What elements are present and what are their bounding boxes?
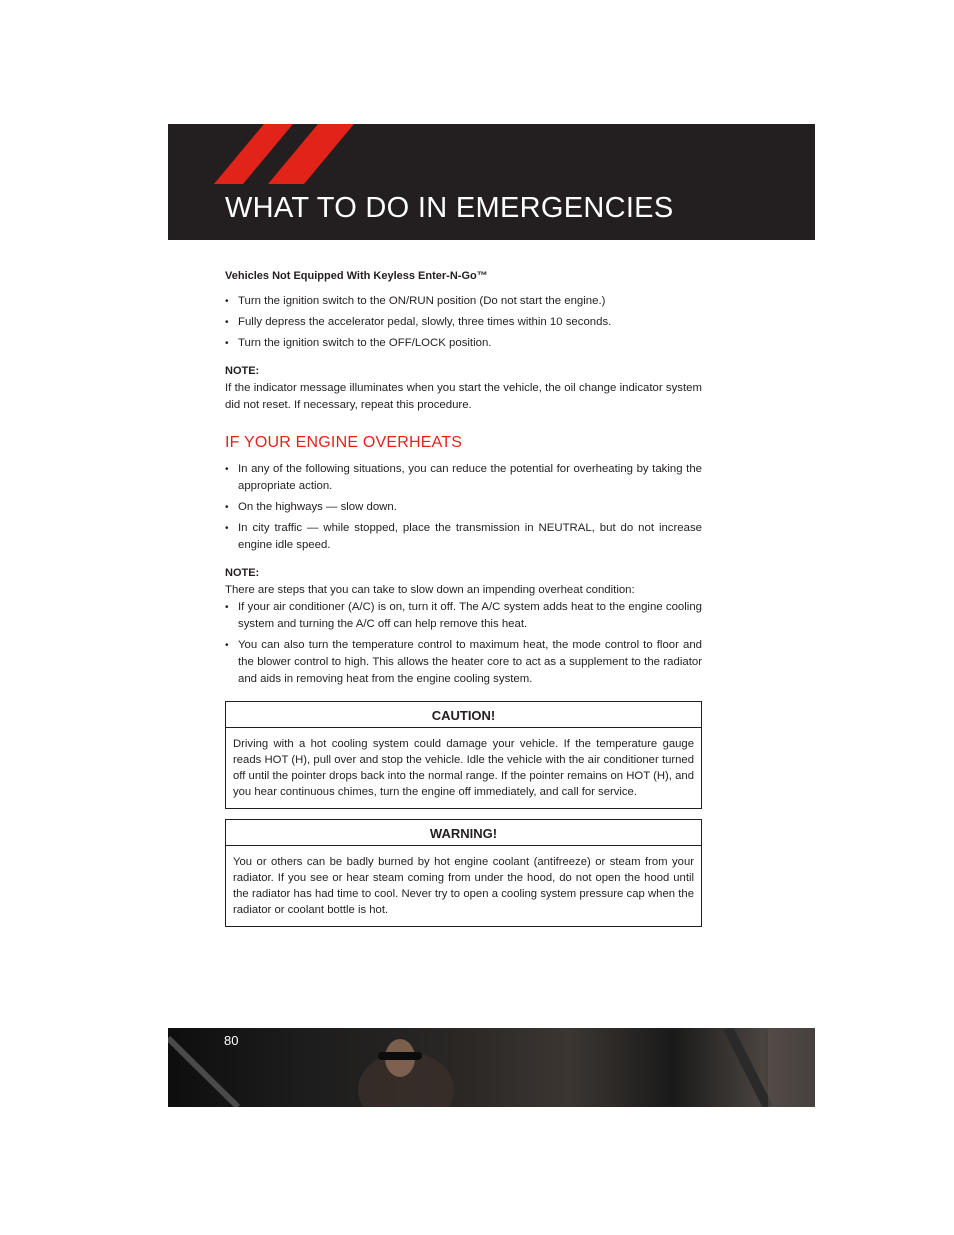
warning-box (225, 819, 702, 927)
note-text: There are steps that you can take to slow down an impending overheat condition: (225, 584, 635, 596)
page-number: 80 (224, 1033, 239, 1048)
caution-title: CAUTION! (226, 702, 701, 728)
page-header (168, 124, 815, 240)
list-item: • Turn the ignition switch to the OFF/LOCK position. (225, 335, 702, 352)
list-item: • Fully depress the accelerator pedal, slowly, three times within 10 seconds. (225, 314, 702, 331)
note-label: NOTE: (225, 365, 260, 377)
list-item: • On the highways — slow down. (225, 499, 702, 516)
section-heading-overheats: IF YOUR ENGINE OVERHEATS (225, 434, 463, 451)
footer-photo-banner (168, 1028, 815, 1107)
note-text: If the indicator message illuminates when you start the vehicle, the oil change indicator system did not reset. If necessary, repeat this procedure. (225, 382, 702, 411)
main-content (225, 268, 702, 927)
overheat-steps-list (225, 599, 702, 688)
warning-title: WARNING! (226, 820, 701, 846)
warning-text: You or others can be badly burned by hot engine coolant (antifreeze) or steam from your radiator. If you see or hear steam coming from under the hood, do not open the hood until the radiator has had time to cool. Never try to open a cooling system pressure cap when the radiator or coolant bottle is hot. (233, 856, 694, 916)
list-item: • Turn the ignition switch to the ON/RUN position (Do not start the engine.) (225, 293, 702, 310)
caution-box (225, 701, 702, 809)
note-label: NOTE: (225, 567, 260, 579)
brand-stripes-icon (208, 124, 358, 186)
keyless-steps-list (225, 293, 702, 352)
caution-text: Driving with a hot cooling system could damage your vehicle. If the temperature gauge reads HOT (H), pull over and stop the vehicle. Idle the vehicle with the air conditioner turned off until the pointer drops back into the normal range. If the pointer remains on HOT (H), and you hear continuous chimes, turn the engine off immediately, and call for service. (233, 738, 694, 798)
page-title: WHAT TO DO IN EMERGENCIES (225, 192, 674, 224)
list-item: • In city traffic — while stopped, place the transmission in NEUTRAL, but do not increase engine idle speed. (225, 520, 702, 554)
footer-photo-image (168, 1028, 815, 1107)
overheat-situations-list (225, 461, 702, 554)
keyless-subhead: Vehicles Not Equipped With Keyless Enter-N-Go™ (225, 270, 488, 282)
list-item: • If your air conditioner (A/C) is on, turn it off. The A/C system adds heat to the engine cooling system and turning the A/C off can help remove this heat. (225, 599, 702, 633)
list-item: • You can also turn the temperature control to maximum heat, the mode control to floor and the blower control to high. This allows the heater core to act as a supplement to the radiator and aids in removing heat from the engine cooling system. (225, 637, 702, 688)
list-item: • In any of the following situations, you can reduce the potential for overheating by taking the appropriate action. (225, 461, 702, 495)
